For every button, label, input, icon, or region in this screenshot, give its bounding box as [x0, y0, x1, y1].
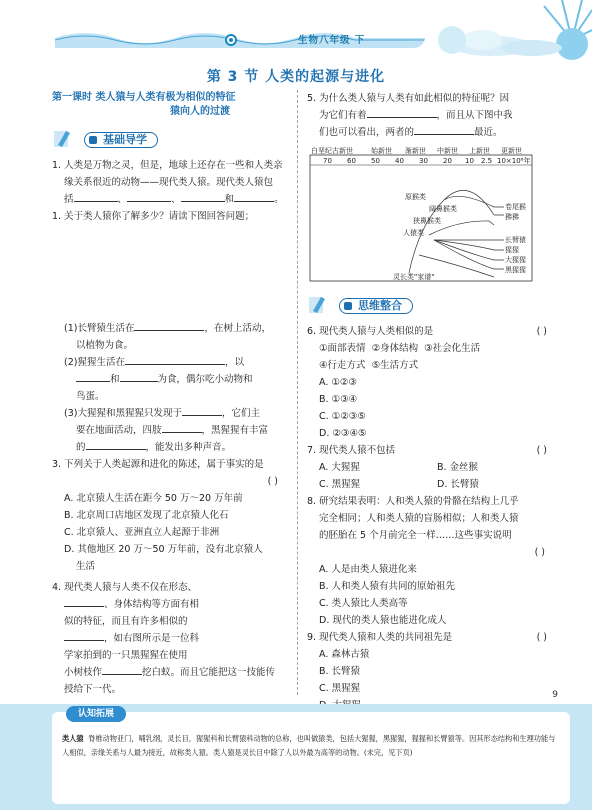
epoch-label: 始新世 — [371, 147, 392, 155]
thinking-section-heading — [307, 293, 555, 317]
species-label: 猩猩 — [505, 246, 519, 254]
footer-knowledge-box — [0, 704, 592, 810]
tick-label: 60 — [347, 157, 356, 165]
option-d[interactable]: D. 长臂猿 — [437, 479, 479, 490]
tree-caption: 灵长类"家谱" — [393, 273, 435, 281]
blank[interactable] — [76, 371, 110, 382]
option-a[interactable]: A. 大猩猩 — [319, 462, 360, 473]
thinking-section-label: 思维整合 — [339, 298, 413, 314]
answer-paren[interactable]: ( ) — [536, 445, 547, 456]
tick-label: 20 — [443, 157, 452, 165]
sun-cloud-decoration — [422, 0, 592, 60]
epoch-label: 白垩纪古新世 — [311, 147, 353, 155]
option-c[interactable]: C. 黑猩猩 — [319, 683, 361, 694]
left-column — [52, 90, 288, 698]
blank[interactable] — [102, 664, 142, 675]
footer-text: 类人猿 脊椎动物亚门，哺乳纲，灵长目，猩猩科和长臂猿科动物的总称，也叫做猿类，包括大猩猩，黑猩猩，猩猩和长臂猿等。因其形态结构和生理功能与人相似，亲缘关系与人最为接近，故称类人猿。类人猿是灵长目中除了人以外最为高等的动物。(未完，见下页) — [62, 734, 556, 757]
option-a[interactable]: A. 北京猿人生活在距今 50 万～20 万年前 — [64, 493, 243, 504]
basic-section-label: 基础导学 — [84, 132, 158, 148]
option-d[interactable]: D. ②③④⑤ — [319, 428, 367, 439]
question-8: 8. 研究结果表明：人和类人猿的骨骼在结构上几乎 完全相同；人和类人猿的盲肠相似；人和类人猿 的胚胎在 5 个月前完全一样……这些事实说明 ( ) A. 人是由类人猿进化来 B. 人和类人猿有共同的原始祖先 C. 类人猿比人类高等 D. 现代的类人猿也能进化成人 — [307, 493, 555, 629]
epoch-label: 渐新世 — [405, 147, 426, 155]
question-2-parts: (1)长臂猿生活在 ，在树上活动， 以植物为食。 (2)猩猩生活在 ，以 和 为食，偶尔吃小动物和 鸟蛋。 (3)大猩猩和黑猩猩只发现于 ，它们主 要在地面活动，四肢 ，黑猩猩有丰富 的 ，能发出多种声音。 — [52, 320, 288, 456]
page-number: 9 — [552, 690, 558, 700]
footer-badge: 认知拓展 — [66, 706, 126, 722]
branch-label: 阔鼻猴类 — [429, 205, 457, 213]
option-c[interactable]: C. ①②③⑤ — [319, 411, 366, 422]
question-5: 5. 为什么类人猿与人类有如此相似的特征呢？因 为它们有着 ，而且从下图中我 们也可以看出，两者的 最近。 — [307, 93, 513, 138]
footer-term: 类人猿 — [62, 734, 84, 743]
question-3: 3. 下列关于人类起源和进化的陈述，属于事实的是 ( ) A. 北京猿人生活在距今 50 万～20 万年前 B. 北京周口店地区发现了北京猿人化石 C. 北京猿人、亚洲直立人起源于非洲 D. 其他地区 20 万～50 万年前，没有北京猿人 生活 — [52, 456, 288, 575]
q1-line2: 缘关系很近的动物——现代类人猿。现代类人猿包 — [64, 177, 274, 188]
image-space — [52, 225, 288, 320]
blank[interactable] — [181, 191, 225, 202]
option-b[interactable]: B. ①③④ — [319, 394, 358, 405]
q1-line3: 括 、 、 和 。 — [52, 191, 288, 208]
page-header — [0, 0, 592, 60]
blank[interactable] — [74, 191, 118, 202]
tick-label: 30 — [419, 157, 428, 165]
answer-paren[interactable]: ( ) — [267, 476, 278, 487]
primate-family-tree-diagram — [309, 145, 549, 285]
option-c[interactable]: C. 黑猩猩 — [319, 479, 361, 490]
tick-label: 10 — [465, 157, 474, 165]
option-a[interactable]: A. ①②③ — [319, 377, 357, 388]
header-wave-decoration — [55, 26, 425, 48]
epoch-label: 上新世 — [469, 147, 490, 155]
option-d[interactable]: D. 现代的类人猿也能进化成人 — [319, 615, 447, 626]
blank[interactable] — [134, 320, 204, 331]
branch-label: 原猴类 — [405, 193, 426, 201]
species-label: 黑猩猩 — [505, 266, 526, 274]
species-label: 大猩猩 — [505, 256, 526, 264]
blank[interactable] — [125, 354, 225, 365]
option-d[interactable]: D. 其他地区 20 万～50 万年前，没有北京猿人 — [64, 544, 263, 555]
option-a[interactable]: A. 人是由类人猿进化来 — [319, 564, 417, 575]
question-9: 9. 现代类人猿和人类的共同祖先是 ( ) A. 森林古猿 B. 长臂猿 C. 黑猩猩 — [307, 629, 555, 714]
answer-paren[interactable]: ( ) — [536, 326, 547, 337]
option-a[interactable]: A. 森林古猿 — [319, 649, 370, 660]
species-label: 长臂猿 — [505, 236, 526, 244]
column-divider — [297, 90, 298, 695]
question-7: 7. 现代类人猿不包括 ( ) A. 大猩猩 B. 金丝猴 C. 黑猩猩 D. 长臂猿 — [307, 442, 555, 493]
blank[interactable] — [64, 630, 104, 641]
lesson-title: 第一课时 类人猿与人类有极为相似的特征 — [52, 92, 236, 103]
tick-label: 2.5 — [481, 157, 493, 165]
epoch-label: 更新世 — [501, 147, 522, 155]
tick-label: 50 — [371, 157, 380, 165]
q1-line1: 1. 人类是万物之灵，但是，地球上还存在一些和人类亲 — [52, 160, 283, 171]
footer-panel — [52, 709, 570, 804]
right-column — [307, 90, 555, 714]
blank[interactable] — [414, 124, 474, 135]
blank[interactable] — [64, 596, 104, 607]
tick-label: 70 — [323, 157, 332, 165]
eye-icon — [225, 34, 237, 46]
option-b[interactable]: B. 人和类人猿有共同的原始祖先 — [319, 581, 456, 592]
lesson-subtitle: 猿向人的过渡 — [170, 106, 230, 117]
branch-label: 人猿类 — [403, 229, 424, 237]
blank[interactable] — [234, 191, 274, 202]
pen-icon — [52, 127, 86, 151]
blank[interactable] — [120, 371, 158, 382]
option-b[interactable]: B. 金丝猴 — [437, 462, 479, 473]
branch-label: 狭鼻猴类 — [413, 217, 441, 225]
blank[interactable] — [162, 422, 202, 433]
blank[interactable] — [182, 405, 222, 416]
basic-section-heading — [52, 127, 288, 151]
q2-stem: 1. 关于类人猿你了解多少？请读下图回答问题； — [52, 211, 255, 222]
answer-paren[interactable]: ( ) — [534, 547, 545, 558]
species-label: 卷尾猴 — [505, 203, 526, 211]
answer-paren[interactable]: ( ) — [536, 632, 547, 643]
blank[interactable] — [127, 191, 171, 202]
option-c[interactable]: C. 类人猿比人类高等 — [319, 598, 408, 609]
pen-icon — [307, 293, 341, 317]
blank[interactable] — [86, 439, 146, 450]
option-b[interactable]: B. 北京周口店地区发现了北京猿人化石 — [64, 510, 229, 521]
tick-label: 40 — [395, 157, 404, 165]
species-label: 狒狒 — [505, 213, 519, 221]
blank[interactable] — [367, 107, 437, 118]
tick-label: 10×10⁶年 — [497, 157, 531, 165]
option-b[interactable]: B. 长臂猿 — [319, 666, 361, 677]
option-c[interactable]: C. 北京猿人、亚洲直立人起源于非洲 — [64, 527, 220, 538]
question-1 — [52, 157, 288, 225]
question-6: 6. 现代类人猿与人类相似的是 ( ) ①面部表情 ②身体结构 ③社会化生活 ④行走方式 ⑤生活方式 A. ①②③ B. ①③④ C. ①②③⑤ D. ②③④⑤ — [307, 323, 555, 442]
section-title: 第 3 节 人类的起源与进化 — [206, 69, 386, 85]
question-4: 4. 现代类人猿与人类不仅在形态、 、身体结构等方面有相 似的特征，而且有许多相似的 ，如右图所示是一位科 学家拍到的一只黑猩猩在使用 小树枝作 挖白蚁。而且它能把这一技能传 授给下一代。 — [52, 582, 276, 695]
epoch-label: 中新世 — [437, 147, 458, 155]
header-title: 生物八年级 下 — [298, 35, 366, 46]
